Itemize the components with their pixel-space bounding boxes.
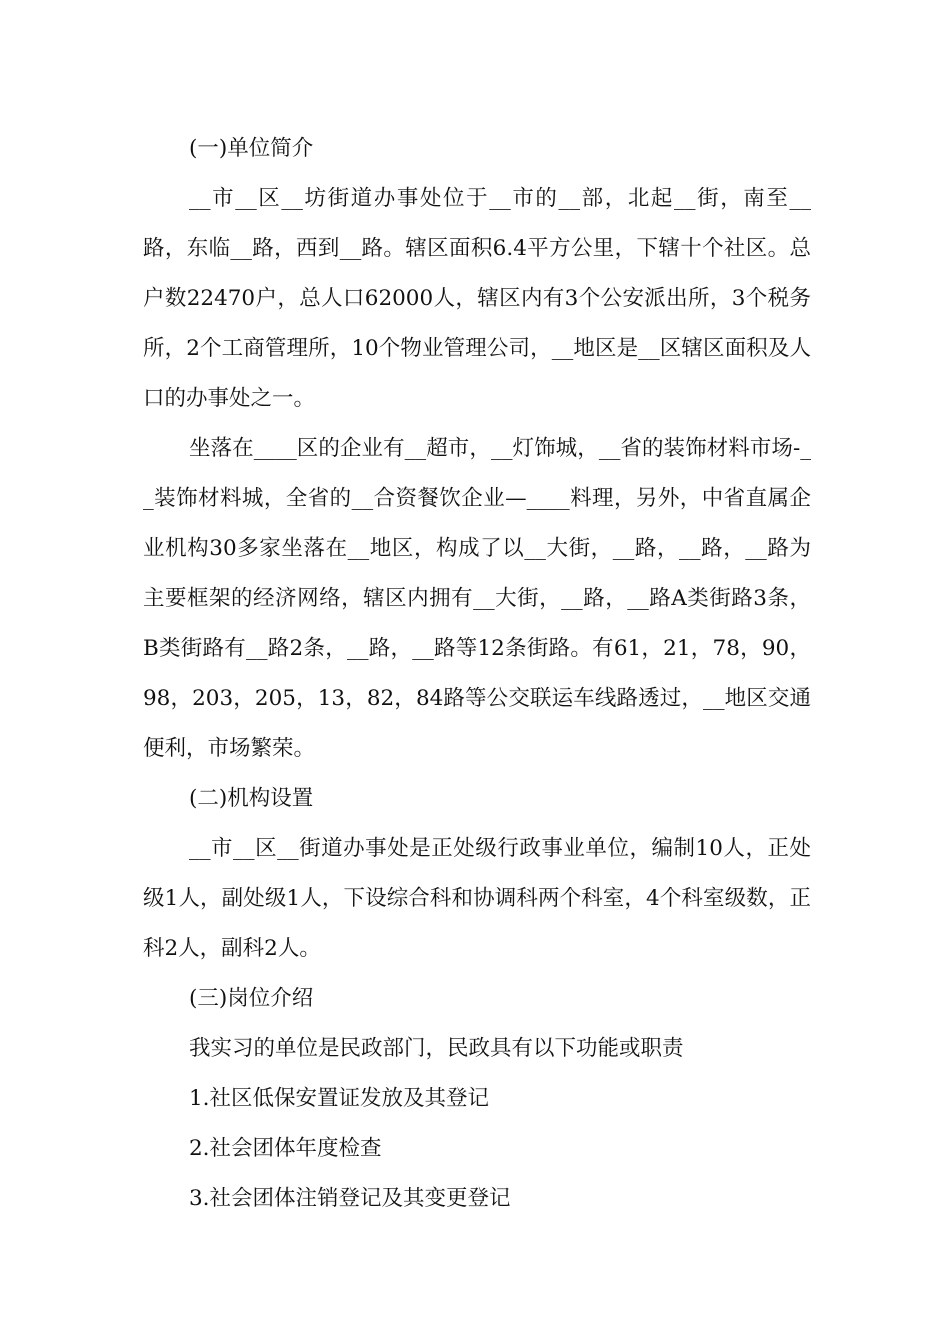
section-heading-position-intro: (三)岗位介绍 <box>189 986 314 1011</box>
paragraph-location-overview: __市__区__坊街道办事处位于__市的__部，北起__街，南至__路，东临__路，西到__路。辖区面积6.4平方公里，下辖十个社区。总户数22470户，总人口62000人，辖区内有3个公安派出所，3个税务所，2个工商管理所，10个物业管理公司，__地区是__区辖区面积及人口的办事处之一。 <box>143 186 811 411</box>
paragraph-enterprises-and-roads: 坐落在____区的企业有__超市，__灯饰城，__省的装饰材料市场-__装饰材料城，全省的__合资餐饮企业—____料理，另外，中省直属企业机构30多家坐落在__地区，构成了以__大街，__路，__路，__路为主要框架的经济网络，辖区内拥有__大街，__路，__路A类街路3条，B类街路有__路2条，__路，__路等12条街路。有61，21，78，90，98，203，205，13，82，84路等公交联运车线路透过，__地区交通便利，市场繁荣。 <box>143 436 811 761</box>
list-item-duty-2: 2.社会团体年度检查 <box>189 1136 382 1161</box>
document-body <box>143 124 811 1224</box>
list-item-duty-3: 3.社会团体注销登记及其变更登记 <box>189 1186 511 1211</box>
list-item-duty-1: 1.社区低保安置证发放及其登记 <box>189 1086 490 1111</box>
paragraph-civil-affairs-duties: 我实习的单位是民政部门，民政具有以下功能或职责 <box>189 1036 684 1061</box>
section-heading-organization: (二)机构设置 <box>189 786 314 811</box>
paragraph-organization-structure: __市__区__街道办事处是正处级行政事业单位，编制10人，正处级1人，副处级1人，下设综合科和协调科两个科室，4个科室级数，正科2人，副科2人。 <box>143 836 811 961</box>
section-heading-unit-intro: (一)单位简介 <box>189 136 314 161</box>
